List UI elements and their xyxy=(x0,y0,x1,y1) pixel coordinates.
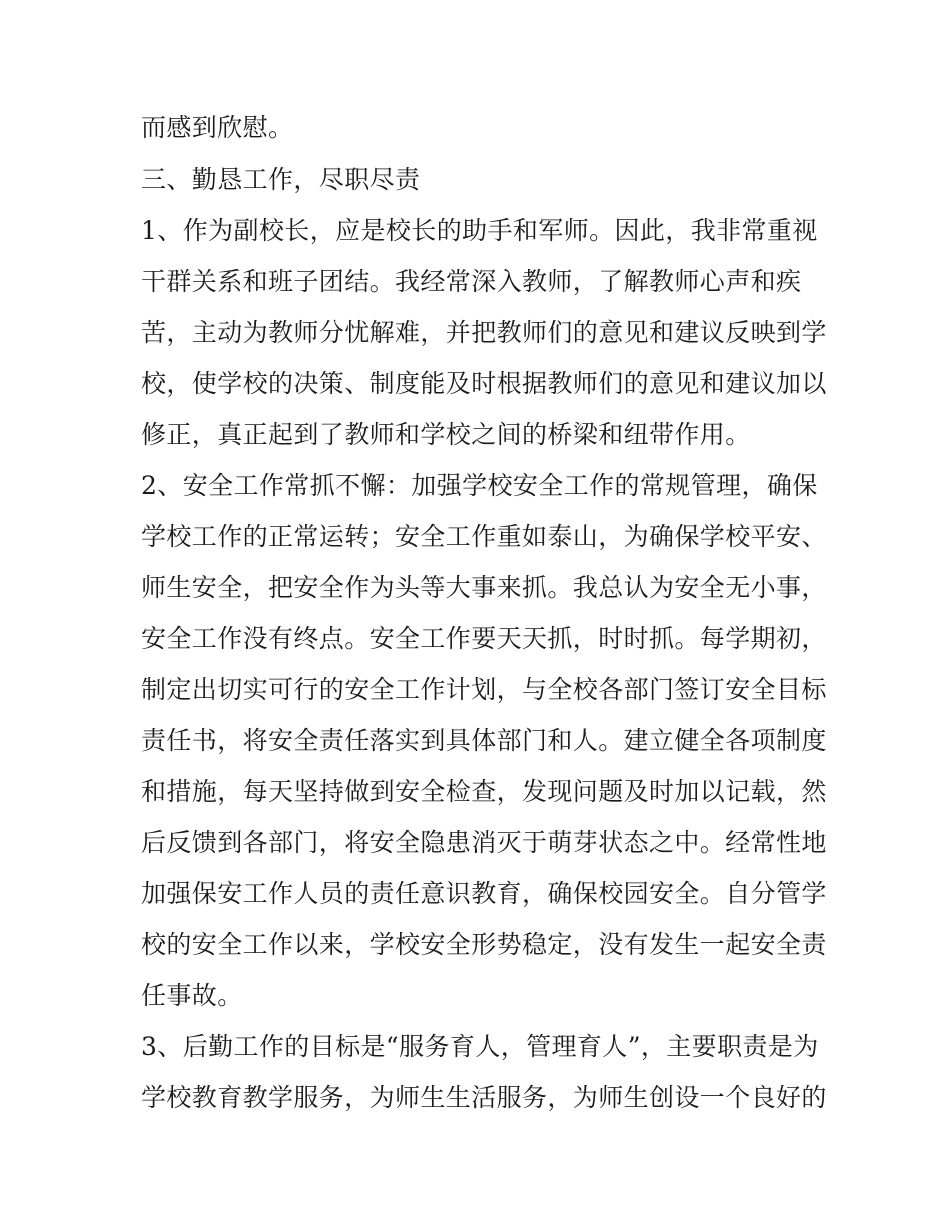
text-line: 任事故。 xyxy=(141,981,243,1010)
section-heading: 三、勤恳工作，尽职尽责 xyxy=(141,165,421,194)
text-line: 校的安全工作以来，学校安全形势稳定，没有发生一起安全责 xyxy=(141,930,827,959)
text-line: 师生安全，把安全作为头等大事来抓。我总认为安全无小事， xyxy=(141,573,827,602)
text-line: 学校教育教学服务，为师生生活服务，为师生创设一个良好的 xyxy=(141,1083,827,1112)
text-line: 1、作为副校长，应是校长的助手和军师。因此，我非常重视 xyxy=(141,216,818,245)
text-line: 校，使学校的决策、制度能及时根据教师们的意见和建议加以 xyxy=(141,369,827,398)
text-line: 苦，主动为教师分忧解难，并把教师们的意见和建议反映到学 xyxy=(141,318,827,347)
text-line: 学校工作的正常运转；安全工作重如泰山，为确保学校平安、 xyxy=(141,522,827,551)
text-line: 责任书，将安全责任落实到具体部门和人。建立健全各项制度 xyxy=(141,726,827,755)
text-line: 而感到欣慰。 xyxy=(141,113,294,142)
text-line: 制定出切实可行的安全工作计划，与全校各部门签订安全目标 xyxy=(141,675,827,704)
text-line: 干群关系和班子团结。我经常深入教师，了解教师心声和疾 xyxy=(141,267,802,296)
text-line: 修正，真正起到了教师和学校之间的桥梁和纽带作用。 xyxy=(141,420,751,449)
text-line: 后反馈到各部门，将安全隐患消灭于萌芽状态之中。经常性地 xyxy=(141,828,827,857)
text-line: 安全工作没有终点。安全工作要天天抓，时时抓。每学期初， xyxy=(141,624,827,653)
text-line: 加强保安工作人员的责任意识教育，确保校园安全。自分管学 xyxy=(141,879,827,908)
text-line: 3、后勤工作的目标是“服务育人，管理育人”，主要职责是为 xyxy=(141,1032,819,1061)
text-line: 2、安全工作常抓不懈：加强学校安全工作的常规管理，确保 xyxy=(141,471,818,500)
text-line: 和措施，每天坚持做到安全检查，发现问题及时加以记载，然 xyxy=(141,777,827,806)
